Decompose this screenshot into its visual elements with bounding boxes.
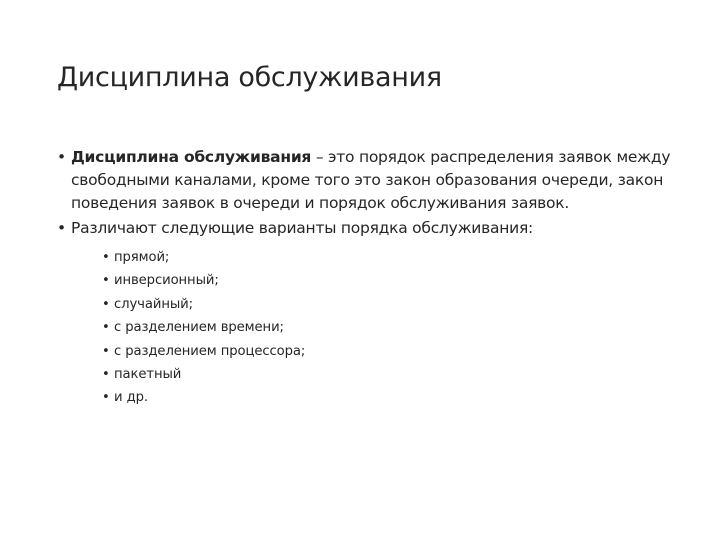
bullet-icon: • (102, 343, 110, 359)
definition-term: Дисциплина обслуживания (71, 148, 312, 166)
variants-list (71, 246, 707, 410)
list-item (102, 386, 707, 409)
list-item-definition (57, 146, 707, 215)
bullet-icon: • (57, 219, 66, 237)
variant-label: инверсионный; (114, 273, 219, 289)
bullet-icon: • (102, 320, 110, 336)
definition-text: – это порядок распределения заявок между свободными каналами, кроме того это закон образования очереди, закон поведения заявок в очереди и порядок обслуживания заявок. (71, 148, 671, 212)
bullet-icon: • (57, 148, 66, 166)
variant-label: и др. (114, 390, 148, 406)
variant-label: с разделением процессора; (114, 343, 306, 359)
list-item (102, 269, 707, 292)
list-item (102, 363, 707, 386)
slide-body (57, 146, 707, 412)
variant-label: с разделением времени; (114, 320, 284, 336)
slide-title: Дисциплина обслуживания (57, 62, 442, 93)
bullet-icon: • (102, 367, 110, 383)
list-item (102, 293, 707, 316)
variant-label: пакетный (114, 367, 182, 383)
list-item (102, 340, 707, 363)
list-item (102, 316, 707, 339)
bullet-icon: • (102, 296, 110, 312)
bullet-icon: • (102, 390, 110, 406)
variant-label: случайный; (114, 296, 193, 312)
list-item (102, 246, 707, 269)
bullet-icon: • (102, 250, 110, 265)
list-item-variants (57, 217, 707, 410)
bullet-list (57, 146, 707, 410)
bullet-icon: • (102, 273, 110, 289)
variants-intro: Различают следующие варианты порядка обслуживания: (71, 219, 533, 237)
variant-label: прямой; (114, 250, 170, 265)
